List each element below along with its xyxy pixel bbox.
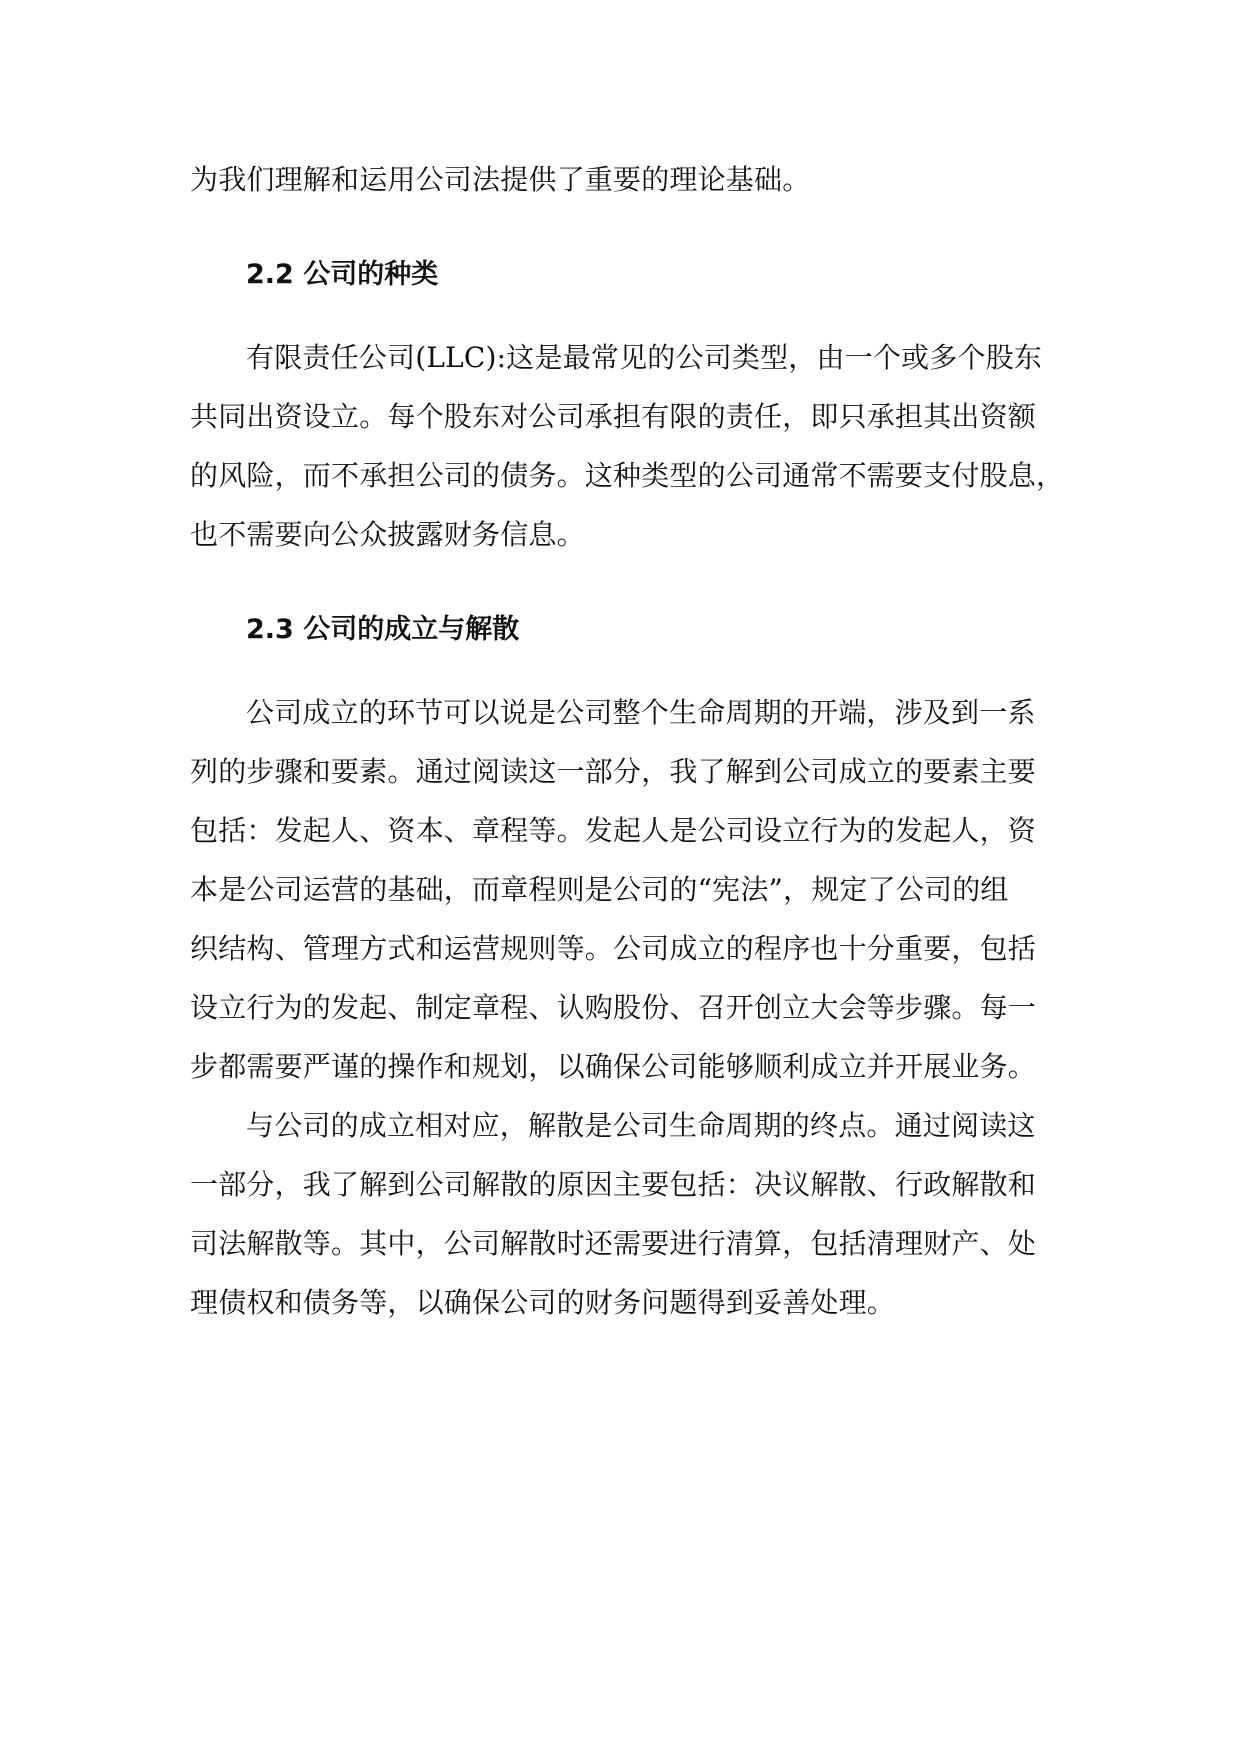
paragraph-line: 设立行为的发起、制定章程、认购股份、召开创立大会等步骤。每一 bbox=[190, 991, 1037, 1024]
paragraph-line: 共同出资设立。每个股东对公司承担有限的责任，即只承担其出资额 bbox=[190, 400, 1037, 433]
paragraph-line: 本是公司运营的基础，而章程则是公司的“宪法”，规定了公司的组 bbox=[190, 873, 1009, 906]
section-heading-2-2: 2.2 公司的种类 bbox=[246, 259, 439, 290]
intro-continuation-line: 为我们理解和运用公司法提供了重要的理论基础。 bbox=[190, 163, 811, 196]
paragraph-line: 一部分，我了解到公司解散的原因主要包括：决议解散、行政解散和 bbox=[190, 1168, 1037, 1201]
section-2-3-paragraph-1 bbox=[190, 683, 1052, 1096]
paragraph-line: 理债权和债务等，以确保公司的财务问题得到妥善处理。 bbox=[190, 1286, 896, 1319]
section-2-2-paragraph bbox=[190, 328, 1065, 564]
document-body bbox=[190, 150, 1065, 1332]
paragraph-line: 司法解散等。其中，公司解散时还需要进行清算，包括清理财产、处 bbox=[190, 1227, 1037, 1260]
spacer bbox=[190, 304, 1052, 328]
paragraph-line: 织结构、管理方式和运营规则等。公司成立的程序也十分重要，包括 bbox=[190, 932, 1037, 965]
spacer bbox=[190, 659, 1052, 683]
paragraph-line: 有限责任公司(LLC):这是最常见的公司类型，由一个或多个股东 bbox=[246, 341, 1043, 374]
paragraph-line: 步都需要严谨的操作和规划，以确保公司能够顺利成立并开展业务。 bbox=[190, 1050, 1037, 1083]
section-2-3-paragraph-2 bbox=[190, 1096, 1052, 1332]
paragraph-line: 与公司的成立相对应，解散是公司生命周期的终点。通过阅读这 bbox=[246, 1109, 1036, 1142]
spacer bbox=[190, 209, 1052, 245]
paragraph-line: 包括：发起人、资本、章程等。发起人是公司设立行为的发起人，资 bbox=[190, 814, 1037, 847]
paragraph-line: 也不需要向公众披露财务信息。 bbox=[190, 518, 585, 551]
spacer bbox=[190, 564, 1052, 600]
section-heading-2-3: 2.3 公司的成立与解散 bbox=[246, 614, 520, 645]
paragraph-line: 公司成立的环节可以说是公司整个生命周期的开端，涉及到一系 bbox=[246, 696, 1036, 729]
paragraph-line: 列的步骤和要素。通过阅读这一部分，我了解到公司成立的要素主要 bbox=[190, 755, 1037, 788]
paragraph-line: 的风险，而不承担公司的债务。这种类型的公司通常不需要支付股息， bbox=[190, 459, 1065, 492]
